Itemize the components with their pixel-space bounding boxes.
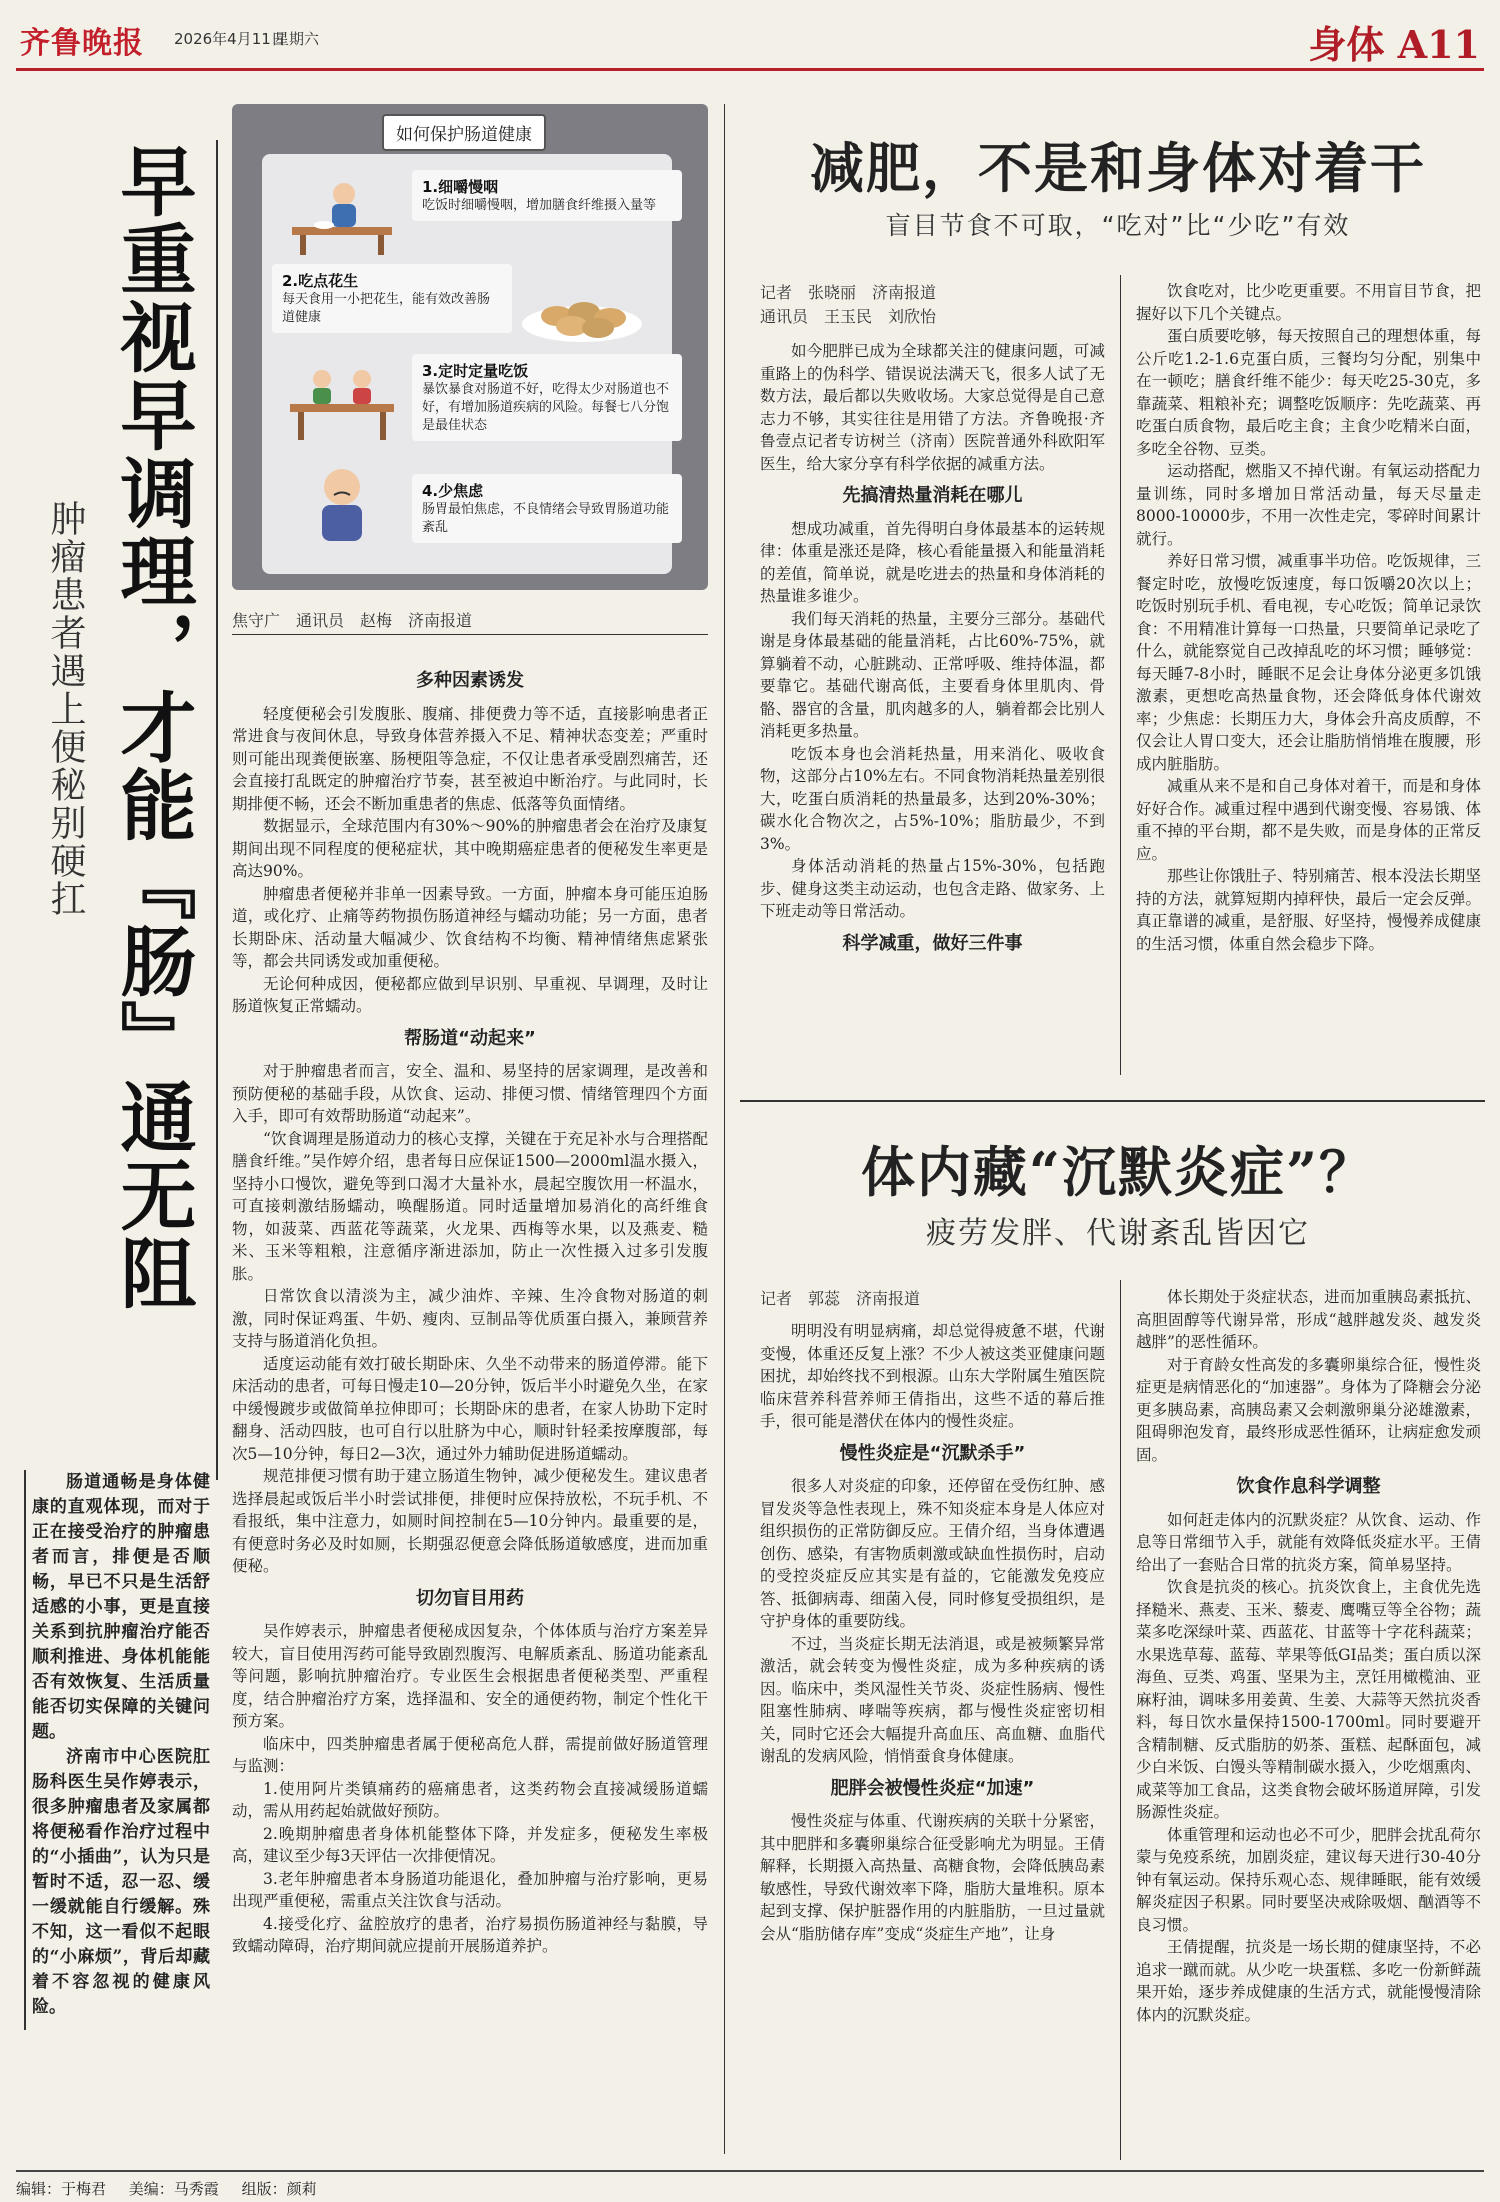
body-paragraph: 养好日常习惯，减重事半功倍。吃饭规律，三餐定时吃，放慢吃饭速度，每口饭嚼20次以上；吃饭时别玩手机、看电视，专心吃饭；简单记录饮食：不用精准计算每一口热量，只要简单记录吃了什么，就能察觉自己改掉乱吃的坏习惯；睡够觉：每天睡7-8小时，睡眠不足会让身体分泌更多饥饿激素，更想吃高热量食物，还会降低身体代谢效率；少焦虑：长期压力大，身体会升高皮质醇，不仅会让人胃口变大，还会让脂肪悄悄堆在腹腰，形成内脏脂肪。: [1136, 552, 1481, 773]
body-paragraph: 肿瘤患者便秘并非单一因素导致。一方面，肿瘤本身可能压迫肠道，或化疗、止痛等药物损伤肠道神经与蠕动功能；另一方面，患者长期卧床、活动量大幅减少、饮食结构不均衡、精神情绪焦虑紧张等，都会共同诱发或加重便秘。: [232, 884, 708, 970]
body-paragraph: 王倩提醒，抗炎是一场长期的健康坚持，不必追求一蹴而就。从少吃一块蛋糕、多吃一份新鲜蔬果开始，逐步养成健康的生活方式，就能慢慢清除体内的沉默炎症。: [1136, 1938, 1481, 2024]
body-paragraph: 明明没有明显病痛，却总觉得疲惫不堪，代谢变慢，体重还反复上涨？不少人被这类亚健康问题困扰，却始终找不到根源。山东大学附属生殖医院临床营养科营养师王倩指出，这些不适的幕后推手，很可能是潜伏在体内的慢性炎症。: [760, 1322, 1105, 1430]
list-item: 3.老年肿瘤患者本身肠道功能退化，叠加肿瘤与治疗影响，更易出现严重便秘，需重点关注饮食与活动。: [232, 1869, 708, 1910]
article1-headline[interactable]: 早重视早调理，才能『肠』通无阻: [108, 142, 197, 1312]
body-paragraph: 想成功减重，首先得明白身体最基本的运转规律：体重是涨还是降，核心看能量摄入和能量消耗的差值，简单说，就是吃进去的热量和身体消耗的热量谁多谁少。: [760, 519, 1105, 605]
issue-weekday: 星期六: [274, 30, 320, 48]
body-paragraph: 蛋白质要吃够，每天按照自己的理想体重，每公斤吃1.2-1.6克蛋白质，三餐均匀分配，别集中在一顿吃；膳食纤维不能少：每天吃25-30克，多靠蔬菜、粗粮补充；调整吃饭顺序：先吃蔬菜、再吃蛋白质食物，最后吃主食；主食少吃精米白面，多吃全谷物、豆类。: [1136, 327, 1481, 458]
infographic-item-text: 吃饭时细嚼慢咽，增加膳食纤维摄入量等: [422, 198, 657, 213]
body-paragraph: 体长期处于炎症状态，进而加重胰岛素抵抗、高胆固醇等代谢异常，形成“越胖越发炎、越发炎越胖”的恶性循环。: [1136, 1288, 1481, 1351]
infographic-item-text: 每天食用一小把花生，能有效改善肠道健康: [282, 292, 491, 325]
article1-summary: [32, 1470, 210, 2130]
body-paragraph: 很多人对炎症的印象，还停留在受伤红肿、感冒发炎等急性表现上，殊不知炎症本身是人体应对组织损伤的正常防御反应。王倩介绍，当身体遭遇创伤、感染，有害物质刺激或缺血性损伤时，启动的受控炎症反应其实是有益的，它能激发免疫应答、抵御病毒、细菌入侵，同时修复受损组织，是守护身体的重要防线。: [760, 1477, 1105, 1630]
body-paragraph: 数据显示，全球范围内有30%～90%的肿瘤患者会在治疗及康复期间出现不同程度的便秘症状，其中晚期癌症患者的便秘发生率更是高达90%。: [232, 817, 708, 880]
body-paragraph: 减重从来不是和自己身体对着干，而是和身体好好合作。减重过程中遇到代谢变慢、容易饿、体重不掉的平台期，都不是失败，而是身体的正常反应。: [1136, 777, 1481, 863]
section-heading: 饮食作息科学调整: [1236, 1476, 1381, 1497]
column-divider: [216, 140, 218, 1480]
article2-column: [760, 340, 1105, 1060]
body-paragraph: 轻度便秘会引发腹胀、腹痛、排便费力等不适，直接影响患者正常进食与夜间休息，导致身体营养摄入不足、精神状态变差；严重时则可能出现粪便嵌塞、肠梗阻等急症，不仅让患者承受剧烈痛苦，还会直接打乱既定的肿瘤治疗节奏，甚至被迫中断治疗。与此同时，长期排便不畅，还会不断加重患者的焦虑、低落等负面情绪。: [232, 704, 708, 813]
newspaper-logo[interactable]: 齐鲁晚报: [20, 26, 144, 61]
infographic-item-heading: 3.定时定量吃饭: [422, 362, 529, 380]
article2-subheadline: 盲目节食不可取，“吃对”比“少吃”有效: [885, 211, 1351, 240]
body-paragraph: 饮食是抗炎的核心。抗炎饮食上，主食优先选择糙米、燕麦、玉米、藜麦、鹰嘴豆等全谷物；蔬菜多吃深绿叶菜、西蓝花、甘蓝等十字花科蔬菜；水果选草莓、蓝莓、苹果等低GI品类；蛋白质以深海鱼、豆类、鸡蛋、坚果为主，烹饪用橄榄油、亚麻籽油，调味多用姜黄、生姜、大蒜等天然抗炎香料，每日饮水量保持1500-1700ml。同时要避开含精制糖、反式脂肪的奶茶、蛋糕、起酥面包，减少白米饭、白馒头等精制碳水摄入，少吃烟熏肉、咸菜等加工食品，这类食物会破坏肠道屏障，引发肠源性炎症。: [1136, 1578, 1481, 1821]
body-paragraph: 饮食吃对，比少吃更重要。不用盲目节食，把握好以下几个关键点。: [1136, 282, 1481, 323]
section-heading: 慢性炎症是“沉默杀手”: [839, 1442, 1026, 1464]
article3-byline: 记者 郭蕊 济南报道: [760, 1289, 921, 1308]
article2-headline[interactable]: 减肥，不是和身体对着干: [810, 136, 1426, 200]
section-heading: 先搞清热量消耗在哪儿: [842, 485, 1023, 506]
list-item: 2.晚期肿瘤患者身体机能整体下降，并发症多，便秘发生率极高，建议至少每3天评估一次排便情况。: [232, 1824, 708, 1865]
article2-byline: 通讯员 王玉民 刘欣怡: [760, 307, 937, 326]
infographic-item: [272, 264, 512, 333]
design-credit: 美编：马秀霞: [128, 2180, 219, 2198]
list-item: 4.接受化疗、盆腔放疗的患者，治疗易损伤肠道神经与黏膜，导致蠕动障碍，治疗期间就应提前开展肠道养护。: [232, 1914, 708, 1955]
body-paragraph: 慢性炎症与体重、代谢疾病的关联十分紧密，其中肥胖和多囊卵巢综合征受影响尤为明显。王倩解释，长期摄入高热量、高糖食物，会降低胰岛素敏感性，导致代谢效率下降，脂肪大量堆积。原本起到支撑、保护脏器作用的内脏脂肪，一旦过量就会从“脂肪储存库”变成“炎症生产地”，让身: [760, 1812, 1105, 1943]
body-paragraph: 我们每天消耗的热量，主要分三部分。基础代谢是身体最基础的能量消耗，占比60%-75%，就算躺着不动，心脏跳动、正常呼吸、维持体温，都要靠它。基础代谢高低，主要看身体里肌肉、骨骼、器官的含量，肌肉越多的人，躺着都会比别人消耗更多热量。: [760, 609, 1105, 740]
body-paragraph: 身体活动消耗的热量占15%-30%，包括跑步、健身这类主动运动，也包含走路、做家务、上下班走动等日常活动。: [760, 857, 1105, 920]
body-paragraph: 如何赶走体内的沉默炎症？从饮食、运动、作息等日常细节入手，就能有效降低炎症水平。王倩给出了一套贴合日常的抗炎方案，简单易坚持。: [1136, 1510, 1481, 1574]
body-paragraph: 不过，当炎症长期无法消退，或是被频繁异常激活，就会转变为慢性炎症，成为多种疾病的诱因。临床中，类风湿性关节炎、炎症性肠病、慢性阻塞性肺病、哮喘等疾病，都与慢性炎症密切相关，同时它还会大幅提升高血压、高血糖、血脂代谢乱的发病风险，悄悄蚕食身体健康。: [760, 1634, 1105, 1765]
article1-byline: 焦守广 通讯员 赵梅 济南报道: [232, 611, 473, 630]
masthead: [16, 8, 1484, 71]
body-paragraph: 对于育龄女性高发的多囊卵巢综合征，慢性炎症更是病情恶化的“加速器”。身体为了降糖会分泌更多胰岛素，高胰岛素又会刺激卵巢分泌雄激素，阻碍卵泡发育，最终形成恶性循环，让病症愈发顽固。: [1136, 1355, 1481, 1464]
body-paragraph: 对于肿瘤患者而言，安全、温和、易坚持的居家调理，是改善和预防便秘的基础手段，从饮食、运动、排便习惯、情绪管理四个方面入手，即可有效帮助肠道“动起来”。: [232, 1062, 708, 1125]
summary-paragraph: 济南市中心医院肛肠科医生吴作婷表示，很多肿瘤患者及家属都将便秘看作治疗过程中的“小插曲”，认为只是暂时不适，忍一忍、缓一缓就能自行缓解。殊不知，这一看似不起眼的“小麻烦”，背后却藏着不容忽视的健康风险。: [32, 1747, 210, 2017]
article1-body: [232, 660, 708, 2160]
column-divider: [724, 104, 725, 2154]
infographic-item-heading: 4.少焦虑: [422, 482, 484, 500]
page-footer: [16, 2170, 1484, 2200]
article2-byline: 记者 张晓丽 济南报道: [760, 283, 937, 302]
peanut-icon: [512, 266, 652, 351]
infographic-item-text: 肠胃最怕焦虑，不良情绪会导致胃肠道功能紊乱: [422, 502, 670, 535]
chewing-person-icon: [282, 172, 402, 257]
issue-date: 2026年4月11日: [174, 30, 286, 48]
infographic-item-heading: 1.细嚼慢咽: [422, 178, 499, 196]
infographic-item: [412, 354, 682, 441]
infographic-title: 如何保护肠道健康: [382, 114, 546, 151]
infographic-panel: [232, 104, 708, 590]
layout-credit: 组版：颜莉: [241, 2180, 317, 2198]
infographic-board: [262, 154, 672, 574]
summary-rule: [24, 1470, 26, 2030]
infographic-item: [412, 474, 682, 543]
column-divider: [1120, 275, 1121, 1075]
body-paragraph: 适度运动能有效打破长期卧床、久坐不动带来的肠道停滞。能下床活动的患者，可每日慢走10—20分钟，饭后半小时避免久坐，在家中缓慢踱步或做简单拉伸即可；长期卧床的患者，在家人协助下定时翻身、活动四肢，也可自行以肚脐为中心，顺时针轻柔按摩腹部，每次5—10分钟，每日2—3次，通过外力辅助促进肠道蠕动。: [232, 1354, 708, 1463]
section-heading: 切勿盲目用药: [416, 1587, 524, 1609]
body-paragraph: 吃饭本身也会消耗热量，用来消化、吸收食物，这部分占10%左右。不同食物消耗热量差别很大，吃蛋白质消耗的热量最多，达到20%-30%；碳水化合物次之，占5%-10%；脂肪最少，不到3%。: [760, 744, 1105, 853]
section-page-label: 身体 A11: [1308, 22, 1480, 67]
section-heading: 帮肠道“动起来”: [404, 1027, 536, 1049]
article3-headline[interactable]: 体内藏“沉默炎症”？: [860, 1140, 1376, 1204]
summary-paragraph: 肠道通畅是身体健康的直观体现，而对于正在接受治疗的肿瘤患者而言，排便是否顺畅，早已不只是生活舒适感的小事，更是直接关系到抗肿瘤治疗能否顺利推进、身体机能能否有效恢复、生活质量能否切实保障的关键问题。: [32, 1472, 210, 1742]
article3-subheadline: 疲劳发胖、代谢紊乱皆因它: [926, 1216, 1310, 1251]
body-paragraph: “饮食调理是肠道动力的核心支撑，关键在于充足补水与合理搭配膳食纤维。”吴作婷介绍，患者每日应保证1500—2000ml温水摄入，坚持小口慢饮，避免等到口渴才大量补水，晨起空腹饮用一杯温水，可直接刺激结肠蠕动，唤醒肠道。同时适量增加易消化的高纤维食物，如菠菜、西蓝花等蔬菜，火龙果、西梅等水果，以及燕麦、糙米、玉米等粗粮，注意循序渐进添加，防止一次性摄入过多引发腹胀。: [232, 1129, 708, 1283]
article-separator: [740, 1100, 1485, 1102]
body-paragraph: 临床中，四类肿瘤患者属于便秘高危人群，需提前做好肠道管理与监测：: [232, 1734, 708, 1775]
article3-column: [760, 1320, 1105, 2160]
editor-credit: 编辑：于梅君: [16, 2180, 107, 2198]
body-paragraph: 那些让你饿肚子、特别痛苦、根本没法长期坚持的方法，就算短期内掉秤快，最后一定会反弹。真正靠谱的减重，是舒服、好坚持，慢慢养成健康的生活习惯，体重自然会稳步下降。: [1136, 867, 1481, 953]
article1-subheadline: 肿瘤患者遇上便秘别硬扛: [45, 500, 86, 918]
section-heading: 肥胖会被慢性炎症“加速”: [830, 1777, 1035, 1799]
column-divider: [1120, 1280, 1121, 2160]
body-paragraph: 规范排便习惯有助于建立肠道生物钟，减少便秘发生。建议患者选择晨起或饭后半小时尝试排便，排便时应保持放松，不玩手机、不看报纸，集中注意力，如厕时间控制在5—10分钟内。最重要的是，有便意时务必及时如厕，长期强忍便意会降低肠道敏感度，进而加重便秘。: [232, 1467, 708, 1575]
section-heading: 多种因素诱发: [416, 670, 524, 691]
byline-rule: [232, 634, 708, 635]
infographic-item-heading: 2.吃点花生: [282, 272, 359, 290]
article2-column: [1136, 280, 1481, 1080]
body-paragraph: 运动搭配，燃脂又不掉代谢。有氧运动搭配力量训练，同时多增加日常活动量，每天尽量走8000-10000步，不用一次性走完，零碎时间累计就行。: [1136, 462, 1481, 548]
dining-table-icon: [282, 359, 402, 444]
body-paragraph: 体重管理和运动也必不可少，肥胖会扰乱荷尔蒙与免疫系统，加剧炎症，建议每天进行30-40分钟有氧运动。保持乐观心态、规律睡眠，能有效缓解炎症因子积累。同时要坚决戒除吸烟、酗酒等不良习惯。: [1136, 1825, 1481, 1934]
body-paragraph: 无论何种成因，便秘都应做到早识别、早重视、早调理，及时让肠道恢复正常蠕动。: [232, 974, 708, 1015]
section-heading: 科学减重，做好三件事: [842, 932, 1023, 954]
infographic-item-text: 暴饮暴食对肠道不好，吃得太少对肠道也不好，有增加肠道疾病的风险。每餐七八分饱是最佳状态: [422, 382, 670, 433]
worried-person-icon: [282, 459, 402, 544]
list-item: 1.使用阿片类镇痛药的癌痛患者，这类药物会直接减缓肠道蠕动，需从用药起始就做好预防。: [232, 1779, 708, 1820]
body-paragraph: 日常饮食以清淡为主，减少油炸、辛辣、生冷食物对肠道的刺激，同时保证鸡蛋、牛奶、瘦肉、豆制品等优质蛋白摄入，兼顾营养支持与肠道消化负担。: [232, 1287, 708, 1350]
infographic-item: [412, 170, 682, 221]
body-paragraph: 吴作婷表示，肿瘤患者便秘成因复杂，个体体质与治疗方案差异较大，盲目使用泻药可能导致剧烈腹泻、电解质紊乱、肠道功能紊乱等问题，影响抗肿瘤治疗。专业医生会根据患者便秘类型、严重程度，结合肿瘤治疗方案，选择温和、安全的通便药物，制定个性化干预方案。: [232, 1622, 708, 1730]
body-paragraph: 如今肥胖已成为全球都关注的健康问题，可减重路上的伪科学、错误说法满天飞，很多人试了无数方法，最后都以失败收场。大家总觉得是自己意志力不够，其实往往是用错了方法。齐鲁晚报·齐鲁壹点记者专访树兰（济南）医院普通外科欧阳军医生，给大家分享有科学依据的减重方法。: [760, 342, 1105, 473]
article3-column: [1136, 1286, 1481, 2160]
